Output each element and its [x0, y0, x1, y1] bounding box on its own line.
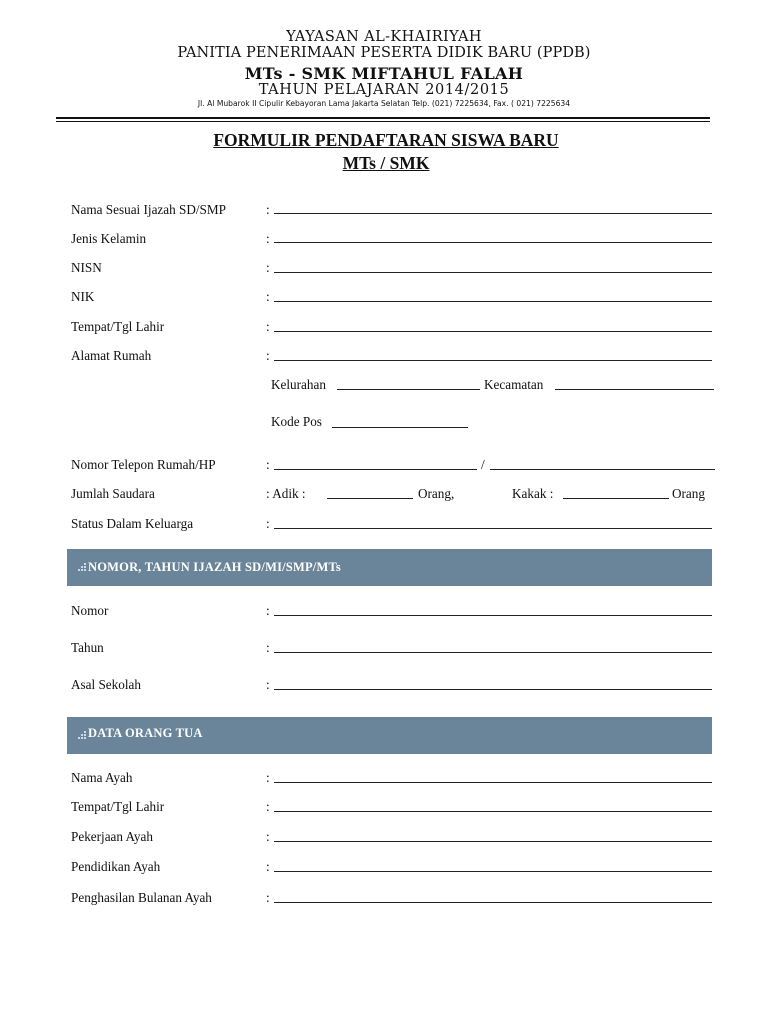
colon: : — [266, 829, 270, 844]
colon: : — [266, 890, 270, 905]
label-nama: Nama Sesuai Ijazah SD/SMP — [71, 202, 226, 217]
label-jenis-kelamin: Jenis Kelamin — [71, 231, 147, 246]
colon: : — [266, 348, 270, 363]
label-penghasilan-ayah: Penghasilan Bulanan Ayah — [71, 890, 212, 905]
foundation-name: YAYASAN AL-KHAIRIYAH — [286, 29, 482, 45]
label-nama-ayah: Nama Ayah — [71, 770, 133, 785]
letterhead-rule-thin — [56, 121, 710, 122]
colon: : — [266, 289, 270, 304]
label-orang-kakak: Orang — [672, 486, 705, 501]
letterhead-rule-thick — [56, 117, 710, 119]
field-kakak[interactable] — [563, 498, 669, 499]
label-orang-adik: Orang, — [418, 486, 455, 501]
colon: : — [266, 202, 270, 217]
label-nisn: NISN — [71, 260, 102, 275]
field-kode-pos[interactable] — [332, 427, 468, 428]
school-name: MTs - SMK MIFTAHUL FALAH — [244, 64, 524, 83]
section-header-ortu — [67, 717, 712, 754]
field-tempat-lahir-ayah[interactable] — [274, 811, 712, 812]
field-alamat[interactable] — [274, 360, 712, 361]
colon: : — [266, 516, 270, 531]
label-tempat-lahir: Tempat/Tgl Lahir — [71, 319, 165, 334]
field-kelurahan[interactable] — [337, 389, 480, 390]
label-nomor: Nomor — [71, 603, 109, 618]
field-nama[interactable] — [274, 213, 712, 214]
field-nomor[interactable] — [274, 615, 712, 616]
colon: : — [266, 319, 270, 334]
colon: : — [266, 603, 270, 618]
colon: : — [266, 770, 270, 785]
committee-name: PANITIA PENERIMAAN PESERTA DIDIK BARU (PPDB) — [177, 45, 591, 61]
field-pekerjaan-ayah[interactable] — [274, 841, 712, 842]
label-kode-pos: Kode Pos — [271, 414, 322, 429]
telepon-separator: / — [481, 457, 485, 472]
label-kakak: Kakak : — [512, 486, 554, 501]
label-alamat: Alamat Rumah — [71, 348, 152, 363]
form-title: FORMULIR PENDAFTARAN SISWA BARU — [213, 130, 559, 150]
school-address: Jl. Al Mubarok II Cipulir Kebayoran Lama Jakarta Selatan Telp. (021) 7225634, Fax. ( 021) 7225634 — [197, 99, 571, 108]
label-telepon: Nomor Telepon Rumah/HP — [71, 457, 216, 472]
dots-icon — [76, 562, 88, 572]
label-saudara: Jumlah Saudara — [71, 486, 155, 501]
colon: : — [266, 260, 270, 275]
label-pekerjaan-ayah: Pekerjaan Ayah — [71, 829, 153, 844]
label-tempat-lahir-ayah: Tempat/Tgl Lahir — [71, 799, 165, 814]
field-tempat-lahir[interactable] — [274, 331, 712, 332]
section-title-ijazah: NOMOR, TAHUN IJAZAH SD/MI/SMP/MTs — [88, 560, 341, 574]
field-nama-ayah[interactable] — [274, 782, 712, 783]
colon: : — [266, 677, 270, 692]
label-status: Status Dalam Keluarga — [71, 516, 194, 531]
field-kecamatan[interactable] — [555, 389, 714, 390]
colon: : — [266, 859, 270, 874]
field-telepon-rumah[interactable] — [274, 469, 477, 470]
label-pendidikan-ayah: Pendidikan Ayah — [71, 859, 161, 874]
field-jenis-kelamin[interactable] — [274, 242, 712, 243]
label-tahun: Tahun — [71, 640, 104, 655]
field-tahun[interactable] — [274, 652, 712, 653]
field-telepon-hp[interactable] — [490, 469, 715, 470]
label-adik: : Adik : — [266, 486, 306, 501]
field-nisn[interactable] — [274, 272, 712, 273]
field-nik[interactable] — [274, 301, 712, 302]
field-adik[interactable] — [327, 498, 413, 499]
label-asal-sekolah: Asal Sekolah — [71, 677, 141, 692]
form-subtitle: MTs / SMK — [342, 153, 430, 173]
section-header-ijazah — [67, 549, 712, 586]
colon: : — [266, 799, 270, 814]
field-penghasilan-ayah[interactable] — [274, 902, 712, 903]
field-status[interactable] — [274, 528, 712, 529]
colon: : — [266, 457, 270, 472]
label-kecamatan: Kecamatan — [484, 377, 544, 392]
colon: : — [266, 640, 270, 655]
label-nik: NIK — [71, 289, 95, 304]
colon: : — [266, 231, 270, 246]
field-pendidikan-ayah[interactable] — [274, 871, 712, 872]
field-asal-sekolah[interactable] — [274, 689, 712, 690]
section-title-ortu: DATA ORANG TUA — [88, 726, 203, 740]
dots-icon — [76, 730, 88, 740]
label-kelurahan: Kelurahan — [271, 377, 326, 392]
academic-year: TAHUN PELAJARAN 2014/2015 — [258, 82, 510, 98]
